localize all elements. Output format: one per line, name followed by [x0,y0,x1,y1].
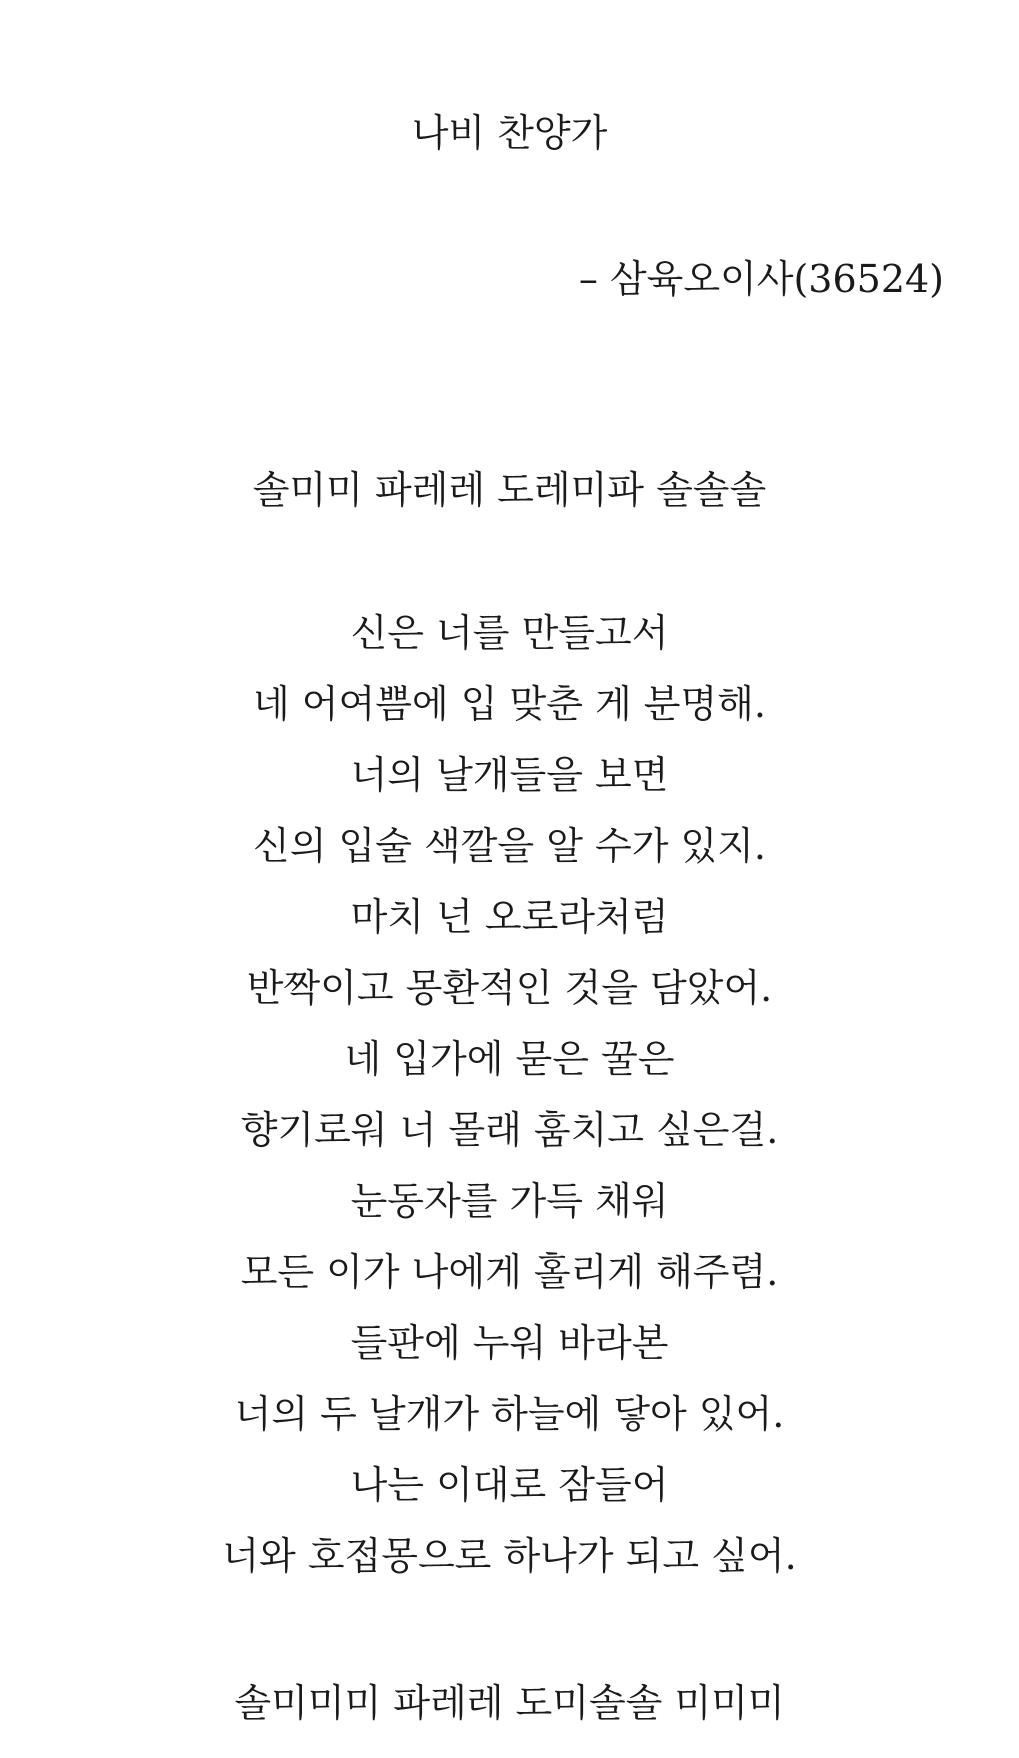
poem-line: 반짝이고 몽환적인 것을 담았어. [246,966,773,1010]
poem-line: 들판에 누워 바라본 [350,1321,669,1365]
poem-line: 너와 호접몽으로 하나가 되고 싶어. [222,1534,797,1578]
poem-verse [0,608,1019,1602]
poem-line: 나는 이대로 잠들어 [350,1463,669,1507]
refrain-bottom: 솔미미미 파레레 도미솔솔 미미미 [234,1681,785,1725]
poem-title: 나비 찬양가 [411,111,608,155]
refrain-top: 솔미미 파레레 도레미파 솔솔솔 [252,468,767,512]
poem-line: 모든 이가 나에게 홀리게 해주렴. [240,1250,779,1294]
poem-line: 네 입가에 묻은 꿀은 [344,1037,675,1081]
poem-line: 신의 입술 색깔을 알 수가 있지. [253,824,766,868]
poem-author: – 삼육오이사(36524) [578,257,944,301]
poem-line: 너의 두 날개가 하늘에 닿아 있어. [234,1392,785,1436]
poem-line: 마치 넌 오로라처럼 [350,895,669,939]
poem-line: 너의 날개들을 보면 [350,753,669,797]
poem-line: 네 어여쁨에 입 맞춘 게 분명해. [253,682,766,726]
poem-line: 눈동자를 가득 채워 [350,1179,669,1223]
poem-line: 신은 너를 만들고서 [350,611,669,655]
poem-line: 향기로워 너 몰래 훔치고 싶은걸. [240,1108,779,1152]
